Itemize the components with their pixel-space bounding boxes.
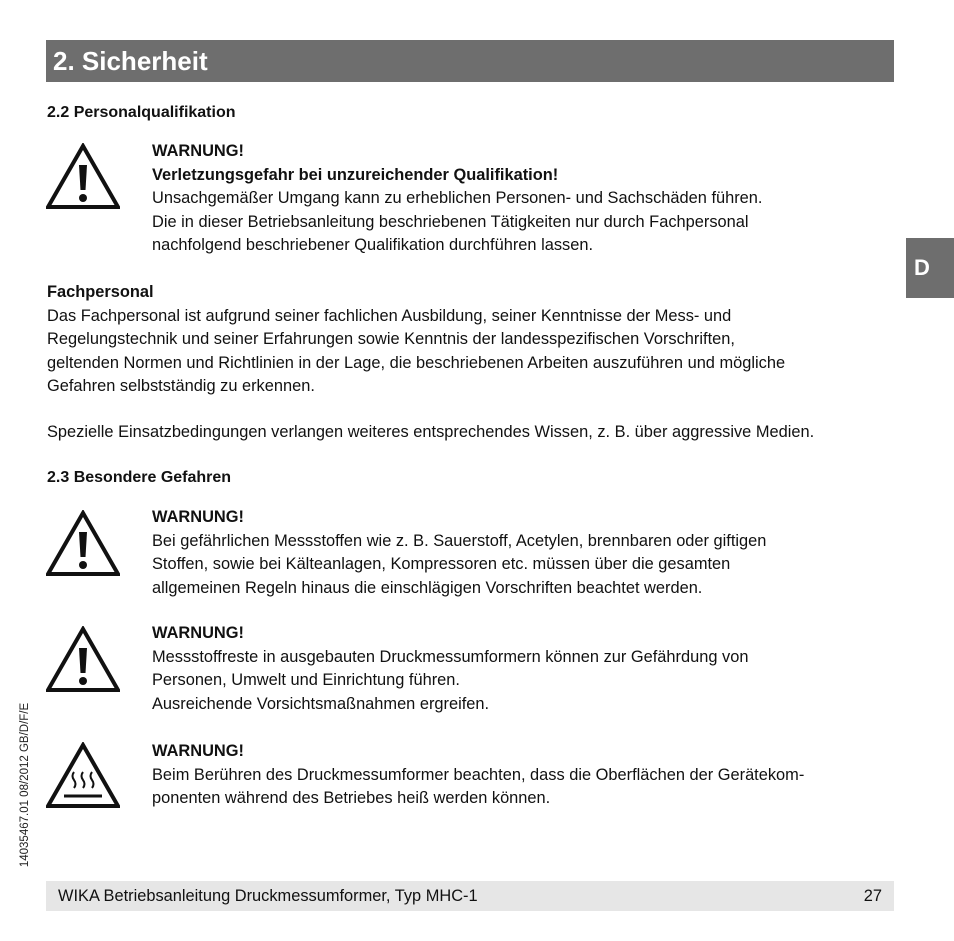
hot-surface-icon	[46, 742, 120, 808]
special-conditions-paragraph: Spezielle Einsatzbedingungen verlangen weiteres entsprechendes Wissen, z. B. über aggressive Medien.	[47, 423, 815, 441]
warning-label: WARNUNG!	[152, 624, 244, 642]
paragraph-line: Regelungstechnik und seiner Erfahrungen sowie Kenntnis der landesspezifischen Vorschriften,	[47, 330, 735, 349]
warning-text-line: Die in dieser Betriebsanleitung beschriebenen Tätigkeiten nur durch Fachpersonal	[152, 212, 749, 231]
paragraph-line: geltenden Normen und Richtlinien in der Lage, die beschriebenen Arbeiten auszuführen und mögliche	[47, 353, 786, 372]
subsection-heading-besondere-gefahren: 2.3 Besondere Gefahren	[47, 469, 232, 486]
warning-triangle-icon	[46, 510, 120, 576]
footer-document-title: WIKA Betriebsanleitung Druckmessumformer, Typ MHC-1	[58, 887, 478, 905]
warning-triangle-icon	[46, 626, 120, 692]
warning-label: WARNUNG!	[152, 142, 244, 160]
fachpersonal-heading: Fachpersonal	[47, 283, 154, 301]
warning-block-hazardous-media	[152, 506, 892, 600]
warning-text-line: Stoffen, sowie bei Kälteanlagen, Kompressoren etc. müssen über die gesamten	[152, 555, 731, 574]
language-tab: D	[906, 238, 954, 298]
warning-block-residual-media	[152, 622, 892, 716]
warning-headline: Verletzungsgefahr bei unzureichender Qualifikation!	[152, 165, 559, 184]
warning-label: WARNUNG!	[152, 508, 244, 526]
warning-label: WARNUNG!	[152, 742, 244, 760]
subsection-heading-personalqualifikation: 2.2 Personalqualifikation	[47, 104, 236, 121]
warning-text-line: Beim Berühren des Druckmessumformer beachten, dass die Oberflächen der Gerätekom-	[152, 765, 805, 784]
warning-text-line: Unsachgemäßer Umgang kann zu erheblichen Personen- und Sachschäden führen.	[152, 189, 763, 208]
page-footer	[46, 881, 894, 911]
paragraph-line: Gefahren selbstständig zu erkennen.	[47, 377, 315, 396]
page-number: 27	[863, 887, 882, 905]
warning-text-line: Messstoffreste in ausgebauten Druckmessumformern können zur Gefährdung von	[152, 647, 749, 666]
warning-text-line: Bei gefährlichen Messstoffen wie z. B. Sauerstoff, Acetylen, brennbaren oder giftigen	[152, 531, 767, 550]
fachpersonal-section	[47, 281, 907, 399]
warning-text-line: nachfolgend beschriebener Qualifikation durchführen lassen.	[152, 236, 594, 255]
warning-text-line: allgemeinen Regeln hinaus die einschlägigen Vorschriften beachtet werden.	[152, 578, 703, 597]
document-code-vertical	[18, 680, 32, 890]
warning-block-hot-surface	[152, 740, 892, 811]
document-code-text: 14035467.01 08/2012 GB/D/F/E	[19, 702, 31, 868]
section-title: 2. Sicherheit	[46, 40, 894, 82]
warning-block-qualification	[152, 140, 892, 258]
warning-text-line: Personen, Umwelt und Einrichtung führen.	[152, 671, 460, 690]
warning-text-line: ponenten während des Betriebes heiß werden können.	[152, 789, 551, 808]
warning-text-line: Ausreichende Vorsichtsmaßnahmen ergreifen.	[152, 694, 490, 713]
warning-triangle-icon	[46, 143, 120, 209]
paragraph-line: Das Fachpersonal ist aufgrund seiner fachlichen Ausbildung, seiner Kenntnisse der Mess- und	[47, 306, 732, 325]
